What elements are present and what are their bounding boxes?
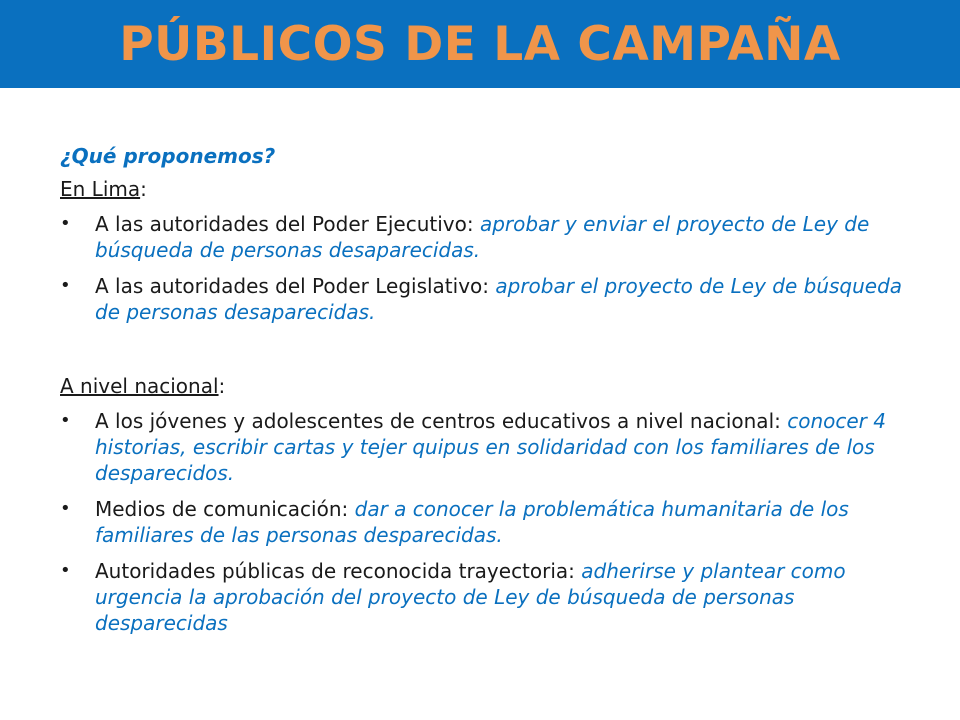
bullet-icon: •: [60, 275, 71, 296]
section-heading-label: En Lima: [60, 177, 141, 201]
list-item: [60, 496, 920, 548]
item-lead: A las autoridades del Poder Legislativo:: [95, 274, 496, 298]
section-heading: [60, 176, 920, 202]
item-accent: dar a conocer la problemática humanitaria de los familiares de las personas desparecidas.: [95, 497, 849, 547]
slide-content: [60, 143, 920, 646]
bullet-icon: •: [60, 498, 71, 519]
section-heading-colon: :: [218, 374, 226, 398]
item-lead: Autoridades públicas de reconocida trayectoria:: [95, 559, 582, 583]
section-lima: [60, 176, 920, 325]
item-accent: adherirse y plantear como urgencia la aprobación del proyecto de Ley de búsqueda de personas desparecidas: [95, 559, 846, 635]
item-lead: Medios de comunicación:: [95, 497, 355, 521]
slide-title: PÚBLICOS DE LA CAMPAÑA: [119, 16, 841, 72]
title-bar: [0, 0, 960, 88]
bullet-list: [60, 408, 920, 636]
bullet-icon: •: [60, 410, 71, 431]
bullet-list: [60, 211, 920, 325]
item-accent: aprobar el proyecto de Ley de búsqueda de personas desaparecidas.: [95, 274, 903, 324]
section-heading-label: A nivel nacional: [60, 374, 219, 398]
bullet-icon: •: [60, 213, 71, 234]
list-item: [60, 211, 920, 263]
question-heading: ¿Qué proponemos?: [60, 144, 276, 168]
section-heading: [60, 373, 920, 399]
section-heading-colon: :: [140, 177, 147, 201]
item-accent: aprobar y enviar el proyecto de Ley de búsqueda de personas desaparecidas.: [95, 212, 870, 262]
item-accent: conocer 4 historias, escribir cartas y tejer quipus en solidaridad con los familiares de los desparecidos.: [95, 409, 886, 485]
list-item: [60, 273, 920, 325]
list-item: [60, 408, 920, 486]
item-lead: A los jóvenes y adolescentes de centros educativos a nivel nacional:: [95, 409, 788, 433]
list-item: [60, 558, 920, 636]
bullet-icon: •: [60, 560, 71, 581]
section-nacional: [60, 373, 920, 636]
section-spacer: [60, 335, 920, 373]
item-lead: A las autoridades del Poder Ejecutivo:: [95, 212, 480, 236]
